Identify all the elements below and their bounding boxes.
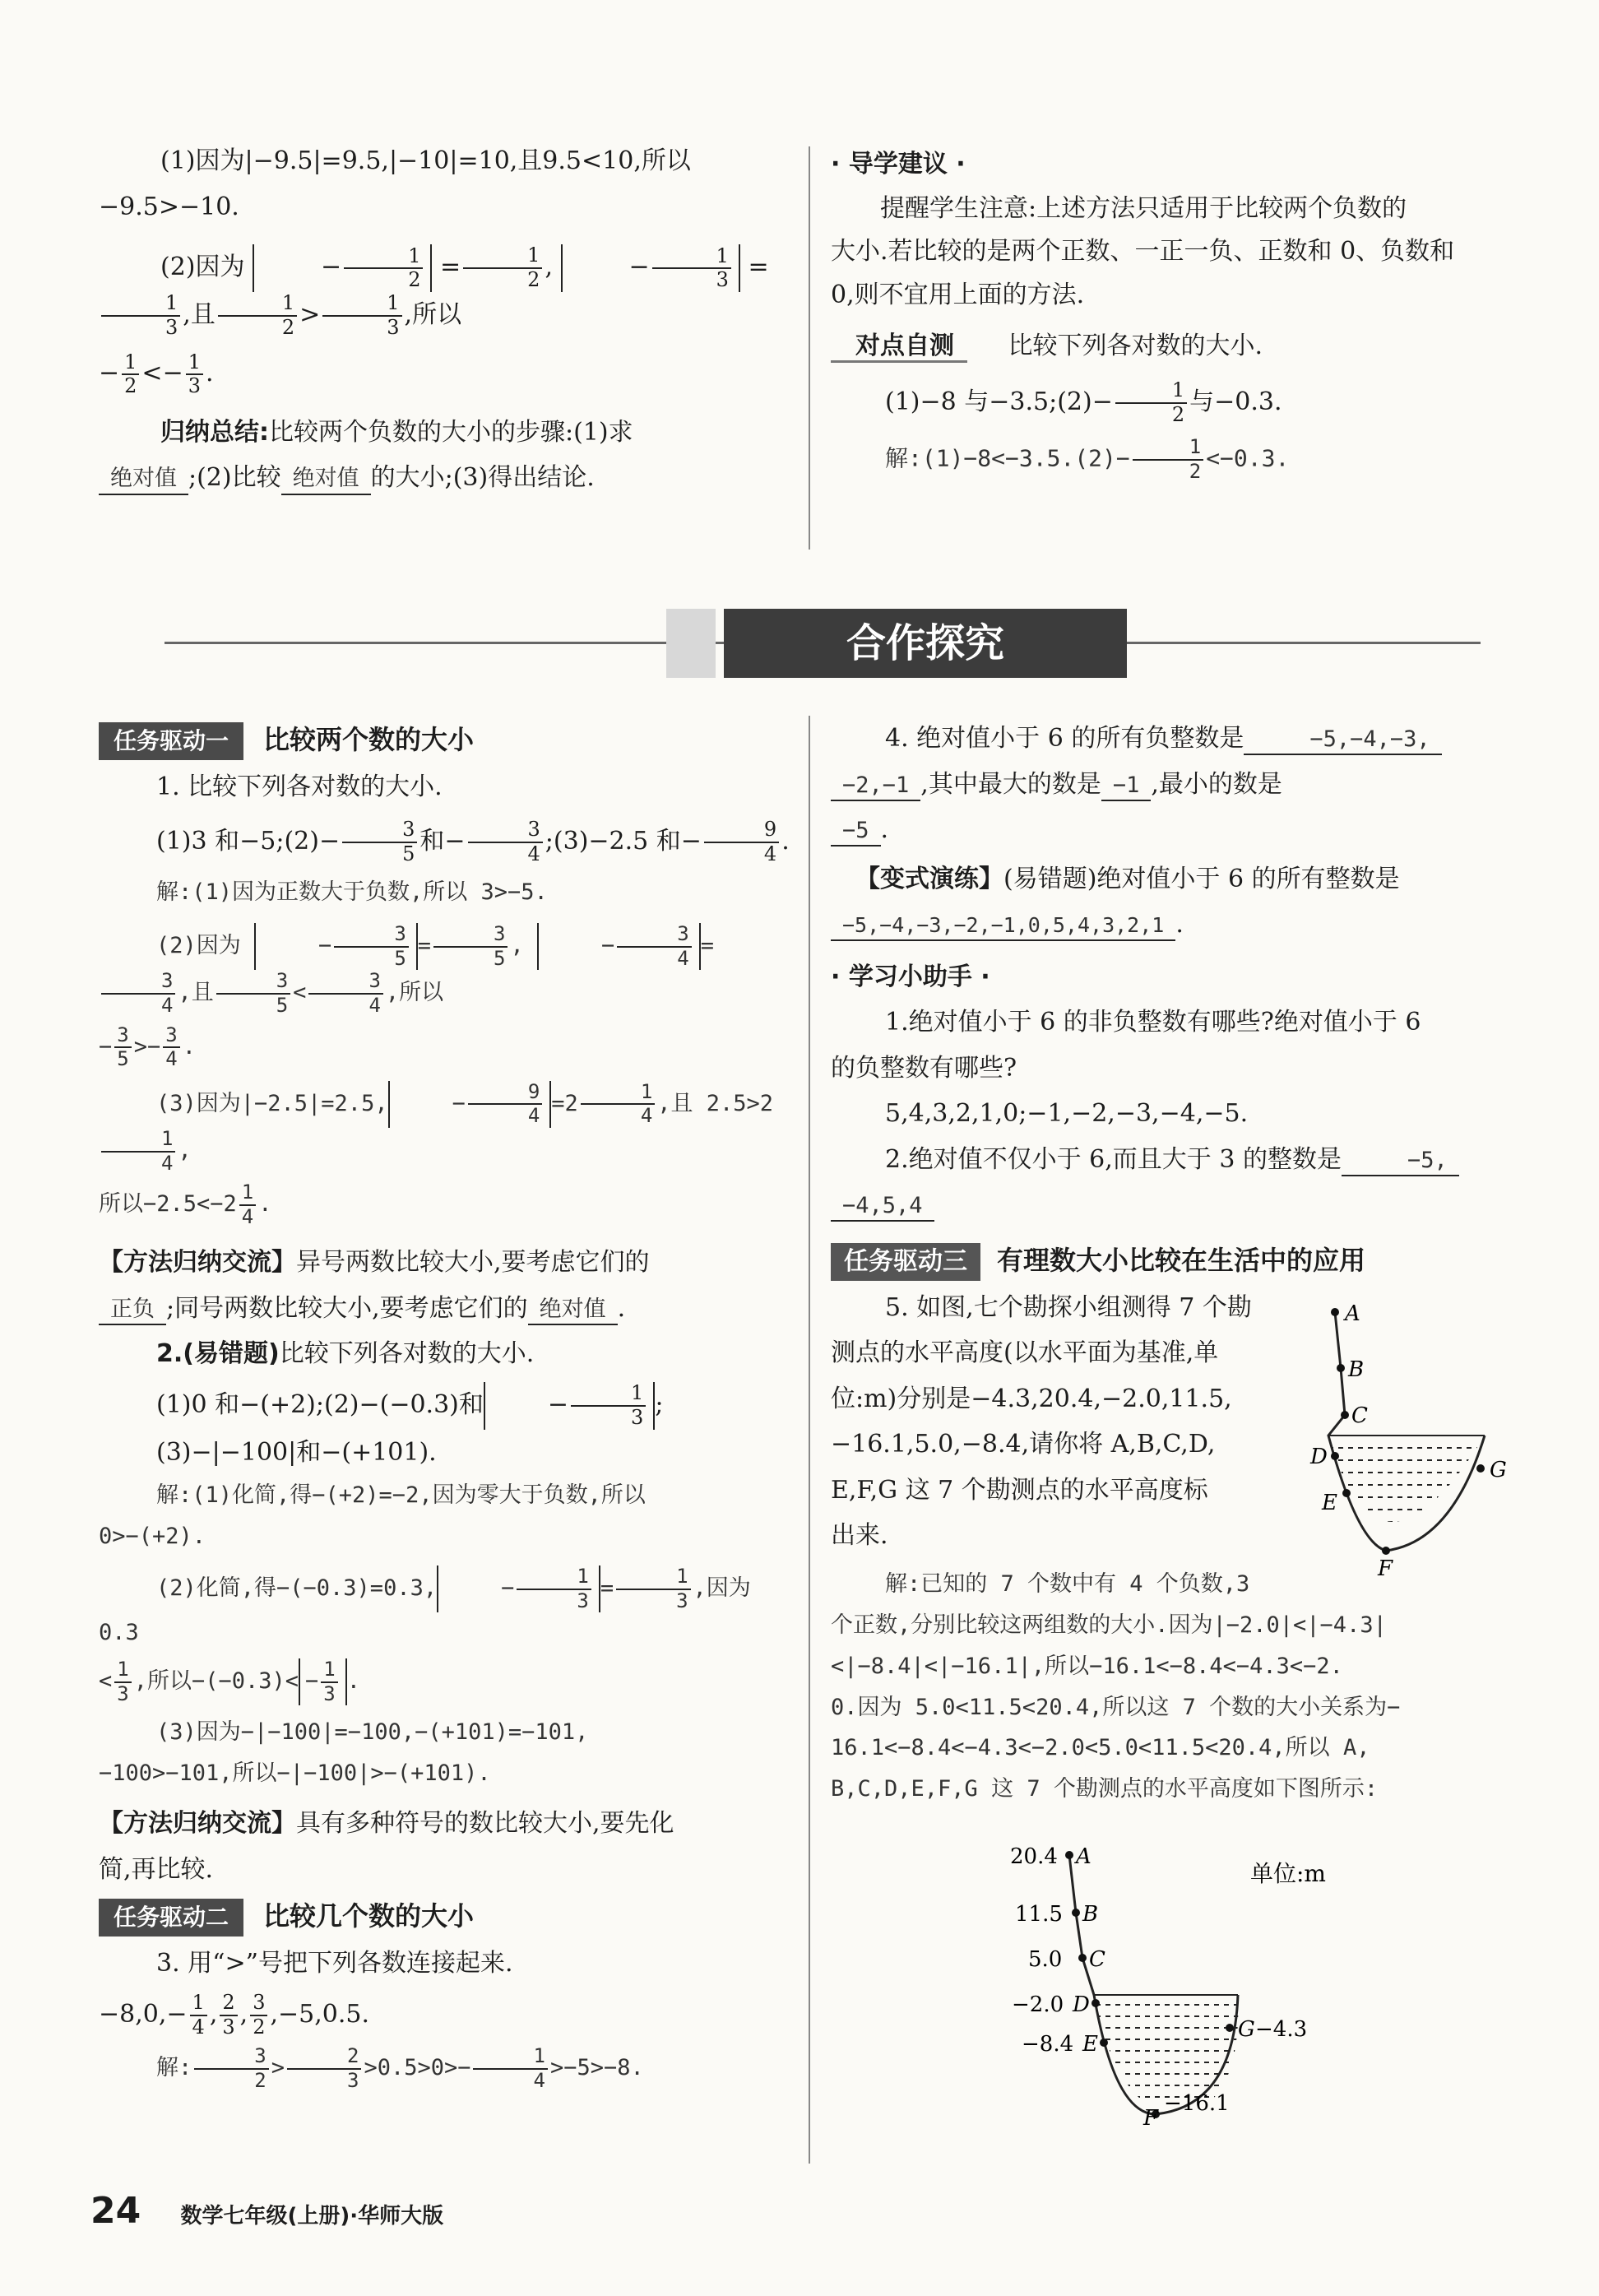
solution-line: 解:已知的 7 个数中有 4 个负数,3 — [885, 1570, 1250, 1597]
solution-line: (2)因为 − $\frac{1}{2}$ = $\frac{1}{2}$ , − $\frac{1}{3}$ = $\frac{1}{3}$ ,且 $\frac{1}{2}$ > $\frac{1}{3}$ ,所以 — [99, 244, 790, 339]
solution-line: 16.1<−8.4<−4.3<−2.0<5.0<11.5<20.4,所以 A, — [831, 1735, 1370, 1761]
unit-label: 单位:m — [1250, 1860, 1326, 1887]
solution-line: (2)化简,得−(−0.3)=0.3, − $\frac{1}{3}$ = $\frac{1}{3}$ ,因为 0.3 — [99, 1565, 751, 1646]
question-5: 5. 如图,七个勘探小组测得 7 个勘 测点的水平高度(以水平面为基准,单 位:m)分别是−4.3,20.4,−2.0,11.5, −16.1,5.0,−8.4,请你将 A,B,C,D, E,F,G 这 7 个勘测点的水平高度标 出来. — [831, 1292, 1252, 1551]
point-marker — [1015, 1902, 1098, 1927]
section-title: 合作探究 — [724, 609, 1127, 678]
task-label: 任务驱动一 — [99, 722, 243, 760]
variation: −5,−4,−3,−2,−1,0,5,4,3,2,1 . — [831, 902, 1513, 948]
svg-text:5.0: 5.0 — [1028, 1947, 1063, 1972]
variation: 【变式演练】(易错题)绝对值小于 6 的所有整数是 — [855, 864, 1400, 893]
task-label: 任务驱动二 — [99, 1899, 243, 1937]
column-divider — [809, 716, 810, 2164]
question-line: −8,0,− $\frac{1}{4}$ , $\frac{2}{3}$ , $\frac{3}{2}$ ,−5,0.5. — [99, 1991, 370, 2039]
answer-blank: 绝对值 — [99, 464, 188, 494]
answer-blank: −4,5,4 — [831, 1191, 934, 1222]
svg-text:A: A — [1076, 1844, 1091, 1869]
svg-text:C: C — [1351, 1403, 1368, 1428]
self-test-answer: 解:(1)−8<−3.5.(2)− $\frac{1}{2}$ <−0.3. — [885, 435, 1290, 483]
answer-blank: −5 — [831, 816, 881, 847]
guide-text: 0,则不宜用上面的方法. — [831, 280, 1085, 309]
question-4: −5 . — [831, 807, 1513, 853]
question: 2.(易错题)比较下列各对数的大小. — [156, 1339, 535, 1369]
book-title: 数学七年级(上册)·华师大版 — [180, 2204, 444, 2229]
question-line: (1)3 和−5;(2)− $\frac{3}{5}$ 和− $\frac{3}{4}$ ;(3)−2.5 和− $\frac{9}{4}$ . — [156, 818, 790, 865]
section-decoration — [666, 609, 716, 678]
method-summary: 正负 ;同号两数比较大小,要考虑它们的 绝对值 . — [99, 1286, 790, 1332]
svg-text:D: D — [1073, 1992, 1090, 2017]
left-column — [99, 716, 790, 2093]
solution-line: − $\frac{3}{5}$ >− $\frac{3}{4}$ . — [99, 1023, 196, 1071]
guide-text: 提醒学生注意:上述方法只适用于比较两个负数的 — [880, 193, 1407, 223]
answer-blank: 绝对值 — [528, 1295, 618, 1325]
solution-line: 所以−2.5<−2 $\frac{1}{4}$ . — [99, 1180, 272, 1228]
svg-text:G: G — [1238, 2017, 1255, 2042]
abs-value: − $\frac{1}{2}$ — [253, 244, 432, 292]
task-header — [99, 1892, 790, 1941]
question-4: 4. 绝对值小于 6 的所有负整数是 −5,−4,−3, — [831, 716, 1513, 762]
svg-text:G: G — [1490, 1458, 1507, 1482]
solution-line: <|−8.4|<|−16.1|,所以−16.1<−8.4<−4.3<−2. — [831, 1653, 1343, 1679]
svg-text:20.4: 20.4 — [1010, 1844, 1058, 1869]
solution-line: (2)因为 − $\frac{3}{5}$ = $\frac{3}{5}$ , − $\frac{3}{4}$ = $\frac{3}{4}$ ,且 $\frac{3}{5}$ < $\frac{3}{4}$ ,所以 — [99, 923, 790, 1017]
point-marker — [1028, 1947, 1105, 1972]
svg-text:C: C — [1089, 1947, 1105, 1972]
task-header — [99, 716, 790, 764]
question-line: (1)0 和−(+2);(2)−(−0.3)和 − $\frac{1}{3}$ ; — [156, 1381, 664, 1430]
solution-line: 解:(1)化简,得−(+2)=−2,因为零大于负数,所以 — [156, 1482, 646, 1509]
task-label: 任务驱动三 — [831, 1243, 980, 1281]
solution-line: −9.5>−10. — [99, 192, 239, 221]
answer-blank: −1 — [1101, 771, 1152, 801]
task-title: 比较几个数的大小 — [263, 1900, 475, 1932]
page-number: 24 — [90, 2190, 141, 2232]
solution-line: 个正数,分别比较这两组数的大小.因为|−2.0|<|−4.3| — [831, 1612, 1387, 1638]
point-marker — [1476, 1458, 1507, 1482]
top-left-block — [99, 138, 790, 501]
svg-text:B: B — [1348, 1357, 1365, 1382]
guide-text: 大小.若比较的是两个正数、一正一负、正数和 0、负数和 — [831, 237, 1455, 266]
question-line: (3)−|−100|和−(+101). — [156, 1437, 437, 1467]
helper-text: 的负整数有哪些? — [831, 1053, 1017, 1083]
solution-line: (1)因为|−9.5|=9.5,|−10|=10,且9.5<10,所以 — [160, 146, 691, 175]
summary: 归纳总结:比较两个负数的大小的步骤:(1)求 — [160, 417, 633, 447]
guide-title: · 导学建议 · — [831, 150, 966, 179]
abs-value: − $\frac{1}{3}$ — [561, 244, 740, 292]
svg-text:A: A — [1345, 1301, 1360, 1326]
svg-text:−16.1: −16.1 — [1164, 2091, 1230, 2116]
task-header — [831, 1236, 1513, 1285]
solution-line: (3)因为|−2.5|=2.5, − $\frac{9}{4}$ =2 $\frac{1}{4}$ ,且 2.5>2 $\frac{1}{4}$ , — [99, 1081, 790, 1175]
question: 3. 用“>”号把下列各数连接起来. — [156, 1949, 513, 1978]
question-4: −2,−1 ,其中最大的数是 −1 ,最小的数是 — [831, 762, 1513, 808]
point-marker — [1022, 2032, 1108, 2057]
task-title: 比较两个数的大小 — [263, 724, 475, 755]
helper-text: 2.绝对值不仅小于 6,而且大于 3 的整数是 −5, — [831, 1137, 1513, 1183]
self-test-label: 对点自测 — [831, 332, 967, 363]
survey-path — [1069, 1855, 1238, 2114]
solution-line: 解: $\frac{3}{2}$ > $\frac{2}{3}$ >0.5>0>− $\frac{1}{4}$ >−5>−8. — [156, 2044, 644, 2093]
solution-line: 0>−(+2). — [99, 1524, 206, 1550]
method-summary: 【方法归纳交流】异号两数比较大小,要考虑它们的 — [99, 1248, 650, 1278]
summary-line: 绝对值 ;(2)比较 绝对值 的大小;(3)得出结论. — [99, 455, 790, 501]
section-header — [99, 592, 1481, 683]
column-divider — [809, 146, 810, 550]
question: 1. 比较下列各对数的大小. — [156, 772, 443, 802]
solution-line: 解:(1)因为正数大于负数,所以 3>−5. — [156, 879, 548, 906]
answer-blank: −5, — [1342, 1146, 1459, 1176]
self-test-question: (1)−8 与−3.5;(2)− $\frac{1}{2}$ 与−0.3. — [885, 378, 1282, 426]
svg-text:D: D — [1310, 1445, 1328, 1469]
question-figure — [1295, 1296, 1518, 1584]
top-right-block — [831, 141, 1513, 483]
answer-blank: 正负 — [99, 1295, 166, 1325]
svg-text:−4.3: −4.3 — [1255, 2017, 1308, 2042]
point-marker — [1321, 1489, 1351, 1515]
answer-figure — [1003, 1830, 1357, 2127]
helper-text: 5,4,3,2,1,0;−1,−2,−3,−4,−5. — [885, 1099, 1249, 1128]
method-summary: 【方法归纳交流】具有多种符号的数比较大小,要先化 — [99, 1809, 674, 1839]
solution-line: − $\frac{1}{2}$ <− $\frac{1}{3}$ . — [99, 350, 214, 398]
answer-blank: −2,−1 — [831, 771, 920, 801]
svg-text:E: E — [1322, 1491, 1337, 1515]
answer-blank: 绝对值 — [281, 464, 371, 494]
svg-text:F: F — [1143, 2106, 1159, 2127]
right-column — [831, 716, 1513, 1810]
water-hatch — [1086, 2005, 1250, 2097]
svg-text:11.5: 11.5 — [1015, 1902, 1063, 1927]
point-marker — [1012, 1992, 1100, 2017]
helper-text: 1.绝对值小于 6 的非负整数有哪些?绝对值小于 6 — [885, 1008, 1421, 1037]
solution-line: (3)因为−|−100|=−100,−(+101)=−101, — [156, 1719, 589, 1746]
task-title: 有理数大小比较在生活中的应用 — [997, 1244, 1366, 1276]
solution-line: < $\frac{1}{3}$ ,所以−(−0.3)< − $\frac{1}{3}$ . — [99, 1658, 361, 1705]
solution-line: 0.因为 5.0<11.5<20.4,所以这 7 个数的大小关系为− — [831, 1694, 1401, 1720]
svg-text:F: F — [1378, 1556, 1393, 1581]
solution-line: −100>−101,所以−|−100|>−(+101). — [99, 1760, 491, 1787]
point-marker — [1226, 2017, 1307, 2042]
helper-text — [831, 1182, 1513, 1228]
svg-text:B: B — [1082, 1902, 1099, 1927]
page-footer — [90, 2190, 443, 2232]
method-summary: 简,再比较. — [99, 1854, 214, 1884]
helper-title: · 学习小助手 · — [831, 962, 990, 991]
solution-line: B,C,D,E,F,G 这 7 个勘测点的水平高度如下图所示: — [831, 1776, 1379, 1802]
point-marker — [1010, 1844, 1091, 1869]
point-marker — [1377, 1547, 1393, 1581]
svg-text:−8.4: −8.4 — [1022, 2032, 1074, 2057]
svg-text:E: E — [1082, 2032, 1098, 2057]
answer-blank: −5,−4,−3,−2,−1,0,5,4,3,2,1 — [831, 912, 1175, 941]
self-test: 对点自测 比较下列各对数的大小. — [831, 323, 1513, 369]
answer-blank: −5,−4,−3, — [1244, 725, 1441, 755]
svg-text:−2.0: −2.0 — [1012, 1992, 1064, 2017]
